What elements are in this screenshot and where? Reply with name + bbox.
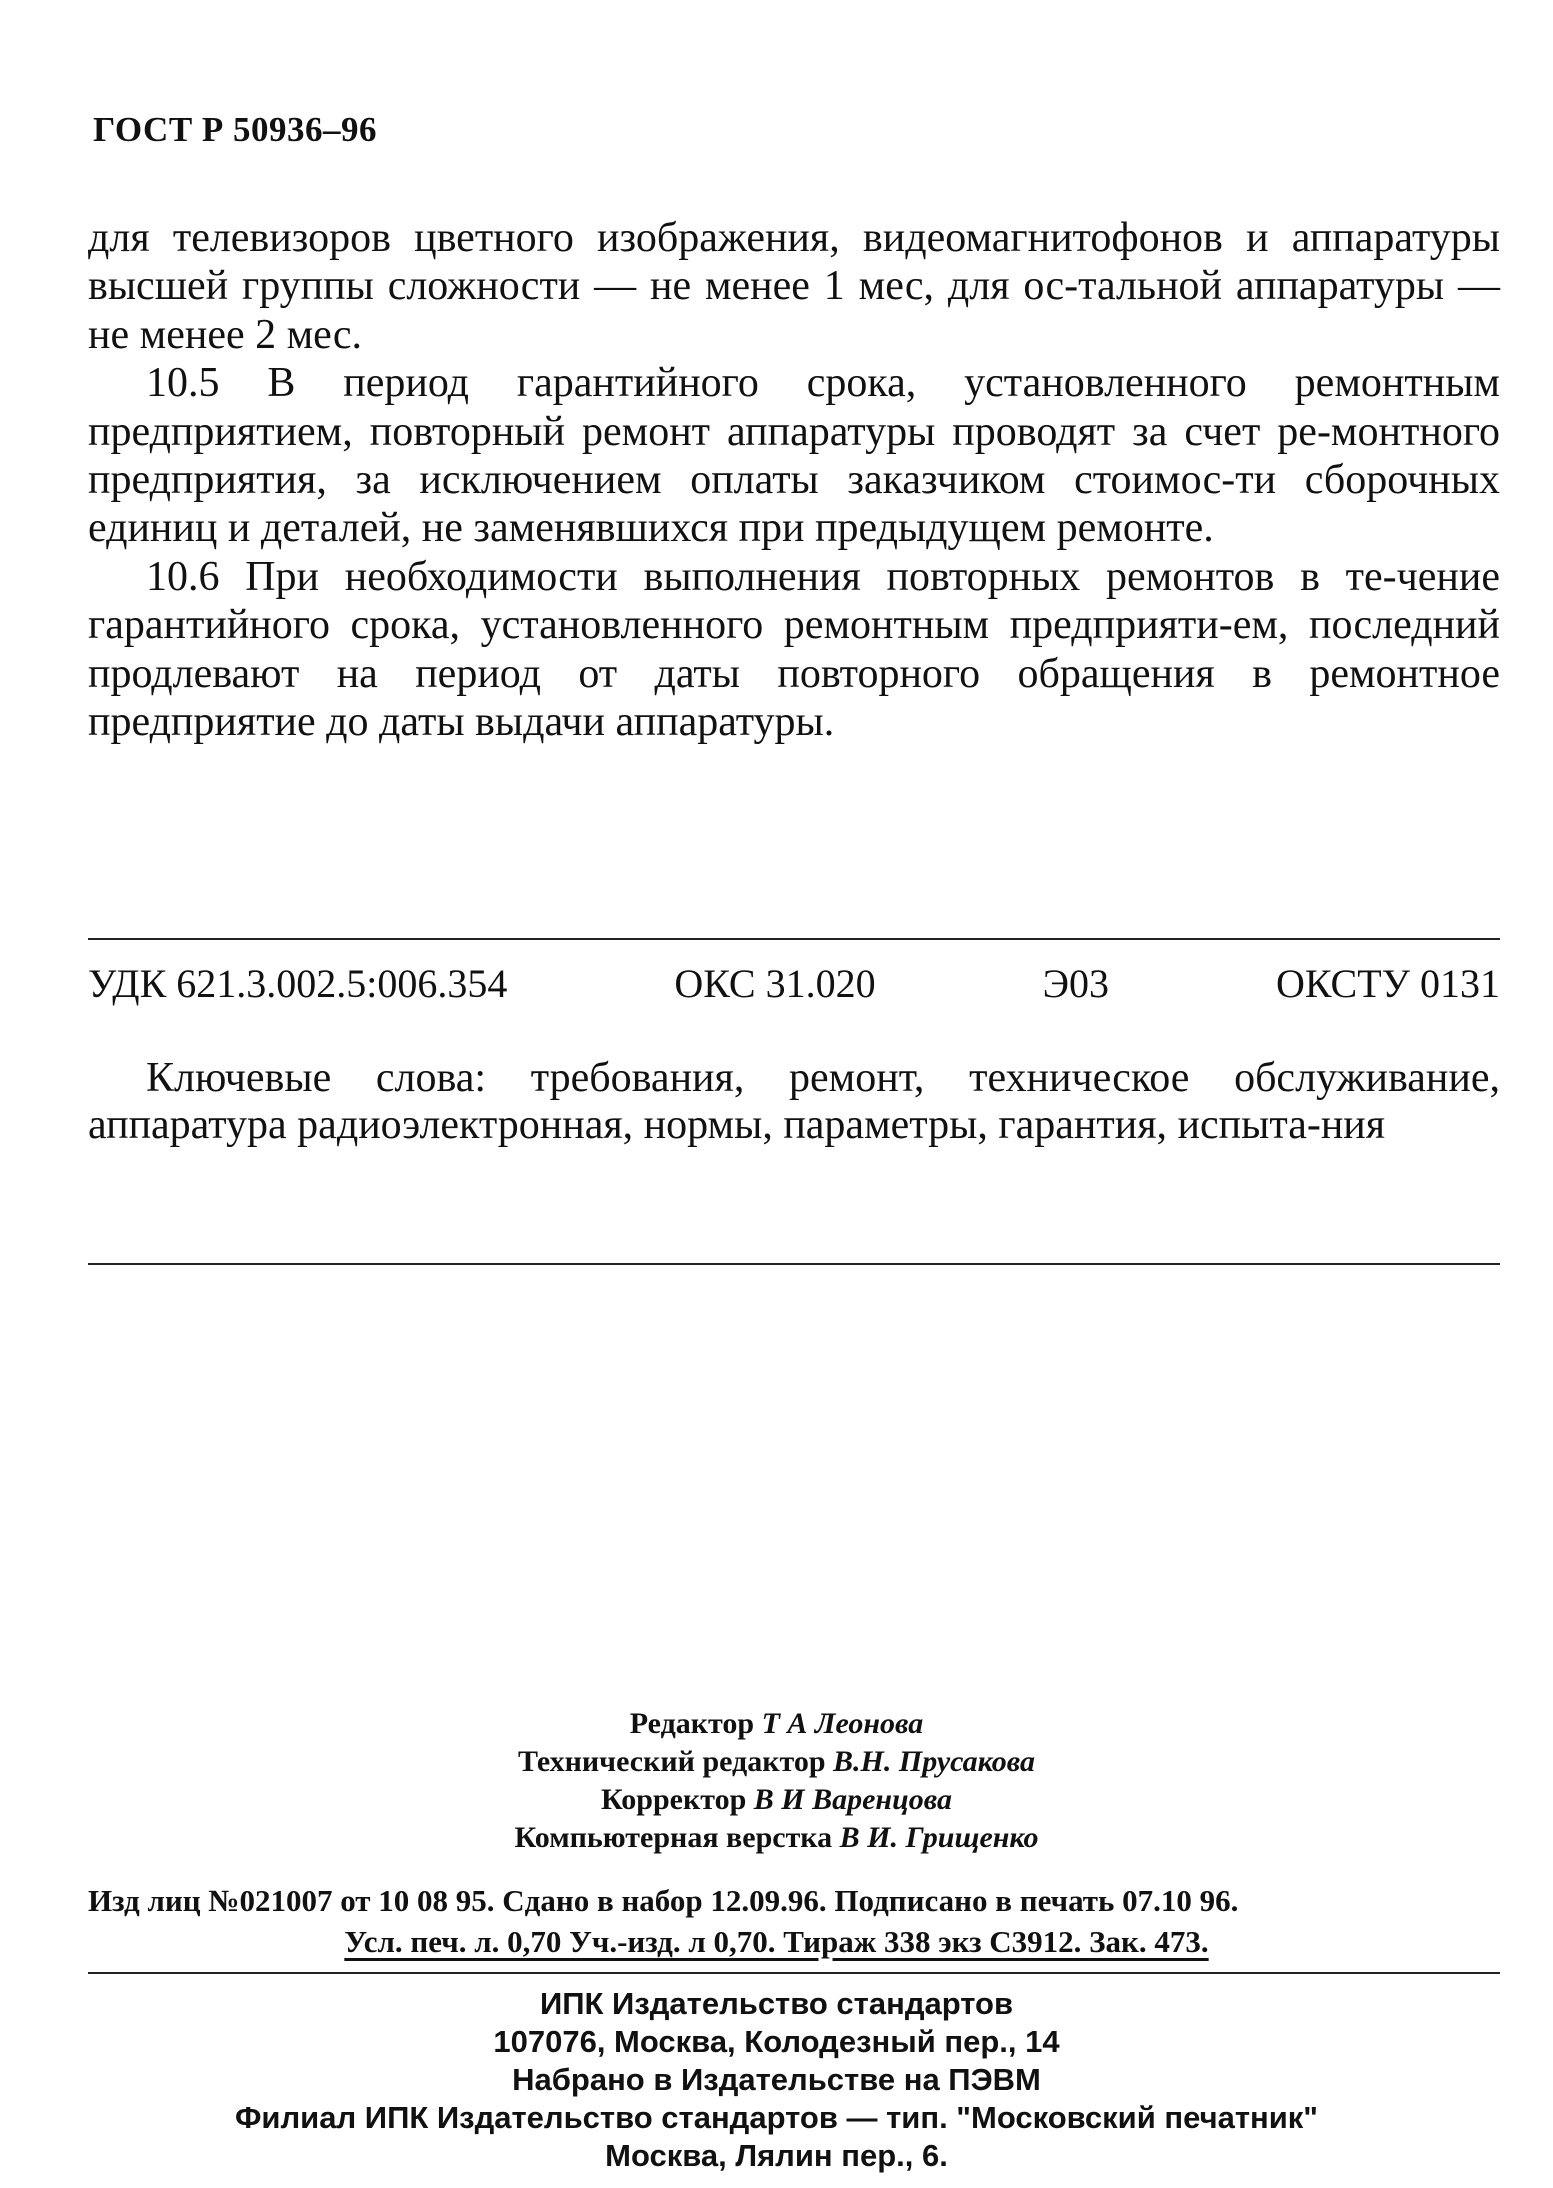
credit-label: Редактор <box>629 1707 755 1740</box>
credit-name: Т А Леонова <box>761 1707 924 1740</box>
credit-editor <box>0 1705 1553 1743</box>
imprint-block <box>0 1985 1553 2175</box>
imprint-line: Филиал ИПК Издательство стандартов — тип. "Московский печатник" <box>234 2100 1319 2135</box>
publication-line-2 <box>0 1924 1553 1960</box>
keywords: Ключевые слова: требования, ремонт, техническое обслуживание, аппаратура радиоэлектронная, нормы, параметры, гарантия, испыта-ния <box>88 1055 1500 1148</box>
classification-row <box>88 960 1500 1007</box>
udk-code: УДК 621.3.002.5:006.354 <box>88 961 508 1006</box>
credit-name: В.Н. Прусакова <box>833 1745 1035 1778</box>
paragraph-10-6: 10.6 При необходимости выполнения повторных ремонтов в те-чение гарантийного срока, установленного ремонтным предприяти-ем, последний продлевают на период от даты повторного обращения в ремонтное предприятие до даты выдачи аппаратуры. <box>88 553 1500 746</box>
paragraph-10-5: 10.5 В период гарантийного срока, установленного ремонтным предприятием, повторный ремонт аппаратуры проводят за счет ре-монтного предприятия, за исключением оплаты заказчиком стоимос-ти сборочных единиц и деталей, не заменявшихся при предыдущем ремонте. <box>88 360 1500 552</box>
credit-tech-editor <box>0 1743 1553 1781</box>
e-code: Э03 <box>1042 961 1109 1006</box>
body-text <box>88 214 1500 746</box>
credits-block <box>0 1705 1553 1857</box>
credit-name: В И. Грищенко <box>839 1821 1039 1854</box>
imprint-line: ИПК Издательство стандартов <box>539 1986 1014 2021</box>
oks-code: ОКС 31.020 <box>674 961 876 1006</box>
credit-name: В И Варенцова <box>753 1783 952 1816</box>
divider-top <box>88 938 1500 940</box>
credit-layout <box>0 1819 1553 1857</box>
divider-imprint <box>88 1972 1500 1974</box>
imprint-line: 107076, Москва, Колодезный пер., 14 <box>493 2024 1060 2059</box>
imprint-line: Москва, Лялин пер., 6. <box>605 2138 948 2173</box>
publication-line-2-text: Усл. печ. л. 0,70 Уч.-изд. л 0,70. Тираж 338 экз С3912. Зак. 473. <box>344 1924 1209 1959</box>
credit-label: Технический редактор <box>518 1745 826 1778</box>
credit-label: Корректор <box>601 1783 747 1816</box>
divider-bottom <box>88 1263 1500 1265</box>
paragraph-continuation: для телевизоров цветного изображения, видеомагнитофонов и аппаратуры высшей группы сложности — не менее 1 мес, для ос-тальной аппаратуры — не менее 2 мес. <box>88 215 1500 358</box>
document-header: ГОСТ Р 50936–96 <box>93 110 378 149</box>
okstu-code: ОКСТУ 0131 <box>1275 961 1500 1006</box>
publication-line-1: Изд лиц №021007 от 10 08 95. Сдано в набор 12.09.96. Подписано в печать 07.10 96. <box>88 1883 1239 1918</box>
credit-corrector <box>0 1781 1553 1819</box>
imprint-line: Набрано в Издательстве на ПЭВМ <box>512 2062 1041 2097</box>
credit-label: Компьютерная верстка <box>514 1821 833 1854</box>
